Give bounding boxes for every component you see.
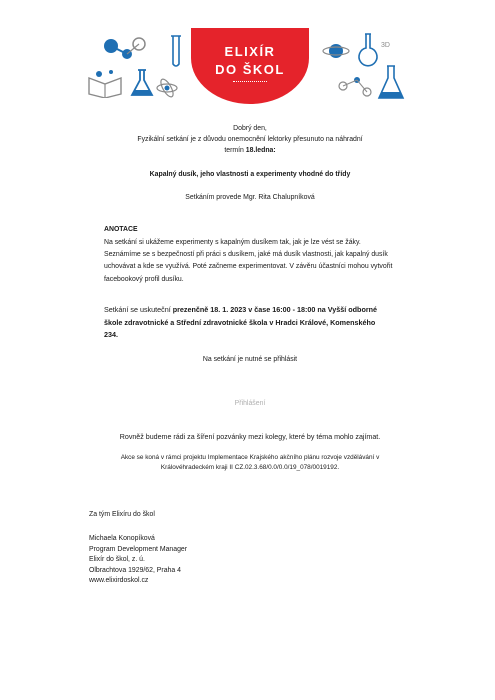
- flask-icon: [129, 68, 155, 98]
- logo-line1: ELIXÍR: [224, 44, 276, 59]
- venue-bold3: 234.: [104, 330, 118, 339]
- registration-note: Na setkání je nutné se přihlásit: [202, 356, 298, 363]
- elixir-logo: [191, 28, 309, 104]
- signature-web[interactable]: www.elixirdoskol.cz: [89, 577, 149, 585]
- venue-bold1: prezenčně 18. 1. 2023 v čase 16:00 - 18:00 na Vyšší odborné: [172, 305, 378, 314]
- deco-3d-label: 3D: [381, 42, 390, 49]
- event-title: Kapalný dusík, jeho vlastnosti a experimenty vhodné do třídy: [149, 171, 351, 178]
- signature-org: Elixír do škol, z. ú.: [89, 556, 145, 564]
- signature-team: Za tým Elixíru do škol: [89, 511, 155, 518]
- signature-role: Program Development Manager: [89, 545, 188, 553]
- venue-info: [104, 304, 414, 342]
- venue-bold2: škole zdravotnické a Střední zdravotnické škola v Hradci Králové, Komenského: [104, 317, 376, 327]
- annotation-line: uchovávat a kde se využívá. Poté začneme experimentovat. V závěru účastníci mohou vytvořit: [104, 263, 393, 271]
- beaker-icon-right: [375, 64, 409, 102]
- intro-line1: Fyzikální setkání je z důvodu onemocnění lektorky přesunuto na náhradní: [137, 136, 363, 143]
- annotation-line: Na setkání si ukážeme experimenty s kapalným dusíkem tak, jak je lze vést se žáky.: [104, 239, 361, 246]
- logo-dots: [233, 81, 267, 82]
- register-link[interactable]: Přihlášení: [234, 400, 266, 407]
- intro-line2-prefix: termín: [224, 147, 246, 154]
- header-banner: [85, 28, 417, 104]
- annotation-heading: ANOTACE: [104, 226, 138, 233]
- project-line2: Královéhradeckém kraji II CZ.02.3.68/0.0/0.0/19_078/0019192.: [160, 464, 340, 471]
- signature-block: [89, 534, 289, 587]
- project-line1: Akce se koná v rámci projektu Implementace Krajského akčního plánu rozvoje vzdělávání v: [120, 454, 380, 461]
- molecule-icon: [101, 36, 149, 72]
- signature-address: Olbrachtova 1929/62, Praha 4: [89, 566, 181, 574]
- annotation-text: [104, 237, 404, 286]
- share-note: Rovněž budeme rádi za šíření pozvánky mezi kolegy, které by téma mohlo zajímat.: [119, 433, 381, 441]
- lecturer: Setkáním provede Mgr. Rita Chalupníková: [185, 194, 315, 201]
- greeting: Dobrý den,: [233, 125, 267, 132]
- signature-name: Michaela Konopíková: [89, 535, 155, 542]
- beaker-icon: [165, 34, 187, 70]
- intro-date: 18.ledna:: [245, 147, 276, 154]
- logo-line2: DO ŠKOL: [215, 62, 285, 77]
- planet-icon: [321, 36, 351, 66]
- molecule-icon-right: [335, 72, 375, 100]
- annotation-line: facebookový profil dusíku.: [104, 275, 184, 283]
- project-info: [90, 453, 410, 473]
- book-icon: [85, 68, 125, 98]
- intro-line2: [90, 146, 410, 156]
- venue-prefix: Setkání se uskuteční: [104, 305, 173, 314]
- atom-icon: [155, 76, 179, 100]
- annotation-line: Seznámíme se s bezpečností při práci s dusíkem, jaké má dusík vlastnosti, jak kapalný dusík: [104, 251, 388, 259]
